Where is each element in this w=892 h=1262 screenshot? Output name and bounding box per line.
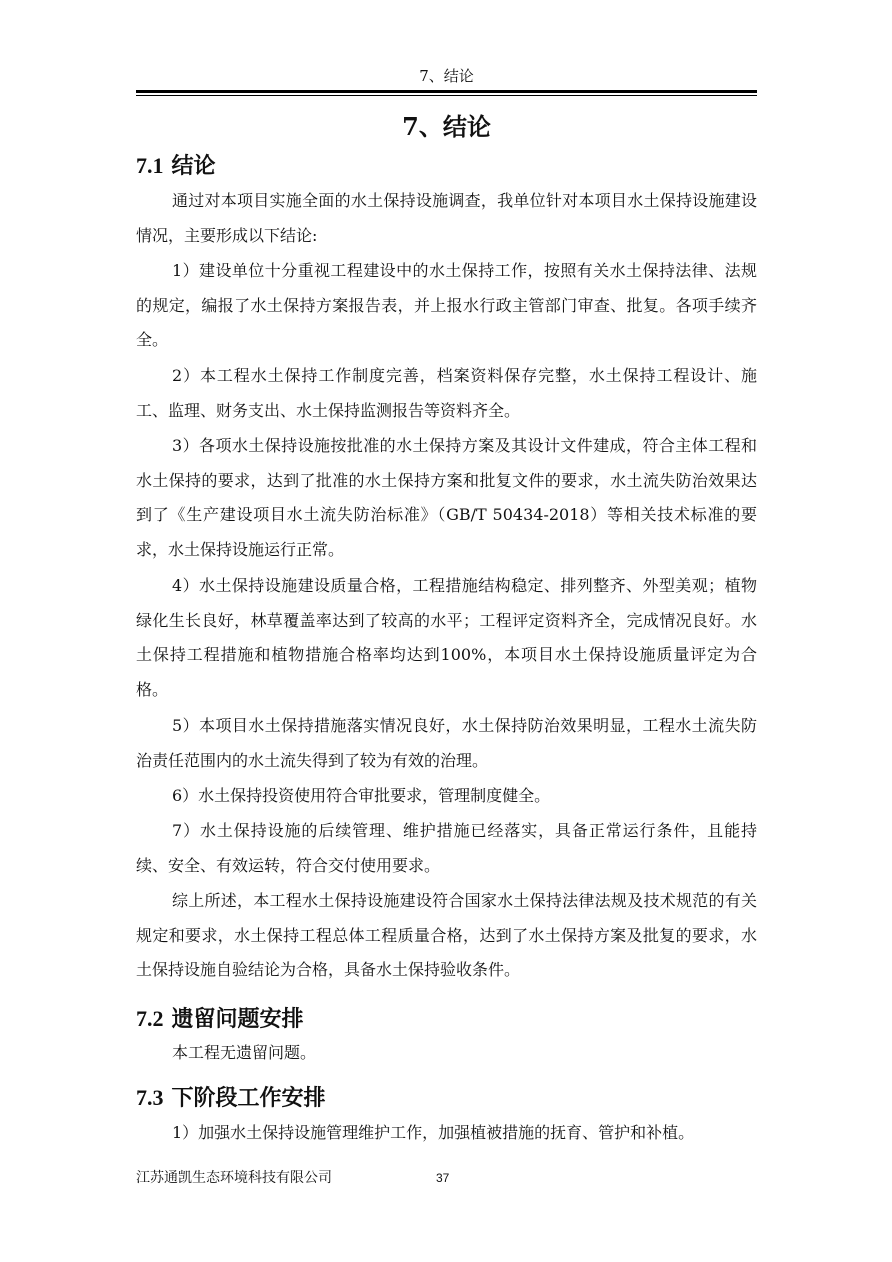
section-title: 结论 [171,153,216,179]
conclusion-item-2: 2）本工程水土保持工作制度完善，档案资料保存完整，水土保持工程设计、施工、监理、财务支出、水土保持监测报告等资料齐全。 [136,366,757,420]
chapter-title: 7、结论 [402,112,491,141]
conclusion-item-7: 7）水土保持设施的后续管理、维护措施已经落实，具备正常运行条件，且能持续、安全、有效运转，符合交付使用要求。 [136,821,757,875]
paragraph-intro: 通过对本项目实施全面的水土保持设施调查，我单位针对本项目水土保持设施建设情况，主要形成以下结论: [136,191,757,245]
conclusion-item-3: 3）各项水土保持设施按批准的水土保持方案及其设计文件建成，符合主体工程和水土保持的要求，达到了批准的水土保持方案和批复文件的要求，水土流失防治效果达到了《生产建设项目水土流失防治标准》（GB/T 50434-2018）等相关技术标准的要求，水土保持设施运行正常。 [136,436,757,559]
next-stage-item-1: 1）加强水土保持设施管理维护工作，加强植被措施的抚育、管护和补植。 [172,1123,695,1142]
paragraph-remaining-issues: 本工程无遗留问题。 [172,1043,317,1062]
section-number: 7.1 [136,153,164,178]
section-title: 遗留问题安排 [171,1006,304,1032]
conclusion-item-5: 5）本项目水土保持措施落实情况良好，水土保持防治效果明显，工程水土流失防治责任范围内的水土流失得到了较为有效的治理。 [136,716,757,770]
running-header: 7、结论 [419,67,474,85]
section-title: 下阶段工作安排 [171,1085,326,1111]
header-rule-thick [136,90,757,93]
section-heading-7-3 [136,1083,326,1113]
conclusion-item-1: 1）建设单位十分重视工程建设中的水土保持工作，按照有关水土保持法律、法规的规定，编报了水土保持方案报告表，并上报水行政主管部门审查、批复。各项手续齐全。 [136,261,757,350]
header-rule-thin [136,95,757,96]
footer-company: 江苏通凯生态环境科技有限公司 [136,1170,332,1186]
paragraph-summary: 综上所述，本工程水土保持设施建设符合国家水土保持法律法规及技术规范的有关规定和要求，水土保持工程总体工程质量合格，达到了水土保持方案及批复的要求，水土保持设施自验结论为合格，具备水土保持验收条件。 [136,891,757,980]
conclusion-item-6: 6）水土保持投资使用符合审批要求，管理制度健全。 [172,786,551,805]
section-heading-7-2 [136,1004,304,1034]
conclusion-item-4: 4）水土保持设施建设质量合格，工程措施结构稳定、排列整齐、外型美观；植物绿化生长良好，林草覆盖率达到了较高的水平；工程评定资料齐全，完成情况良好。水土保持工程措施和植物措施合格率均达到100%，本项目水土保持设施质量评定为合格。 [136,576,757,699]
section-heading-7-1 [136,151,216,181]
section-number: 7.3 [136,1085,164,1110]
footer-page-number: 37 [436,1171,450,1185]
section-number: 7.2 [136,1006,164,1031]
